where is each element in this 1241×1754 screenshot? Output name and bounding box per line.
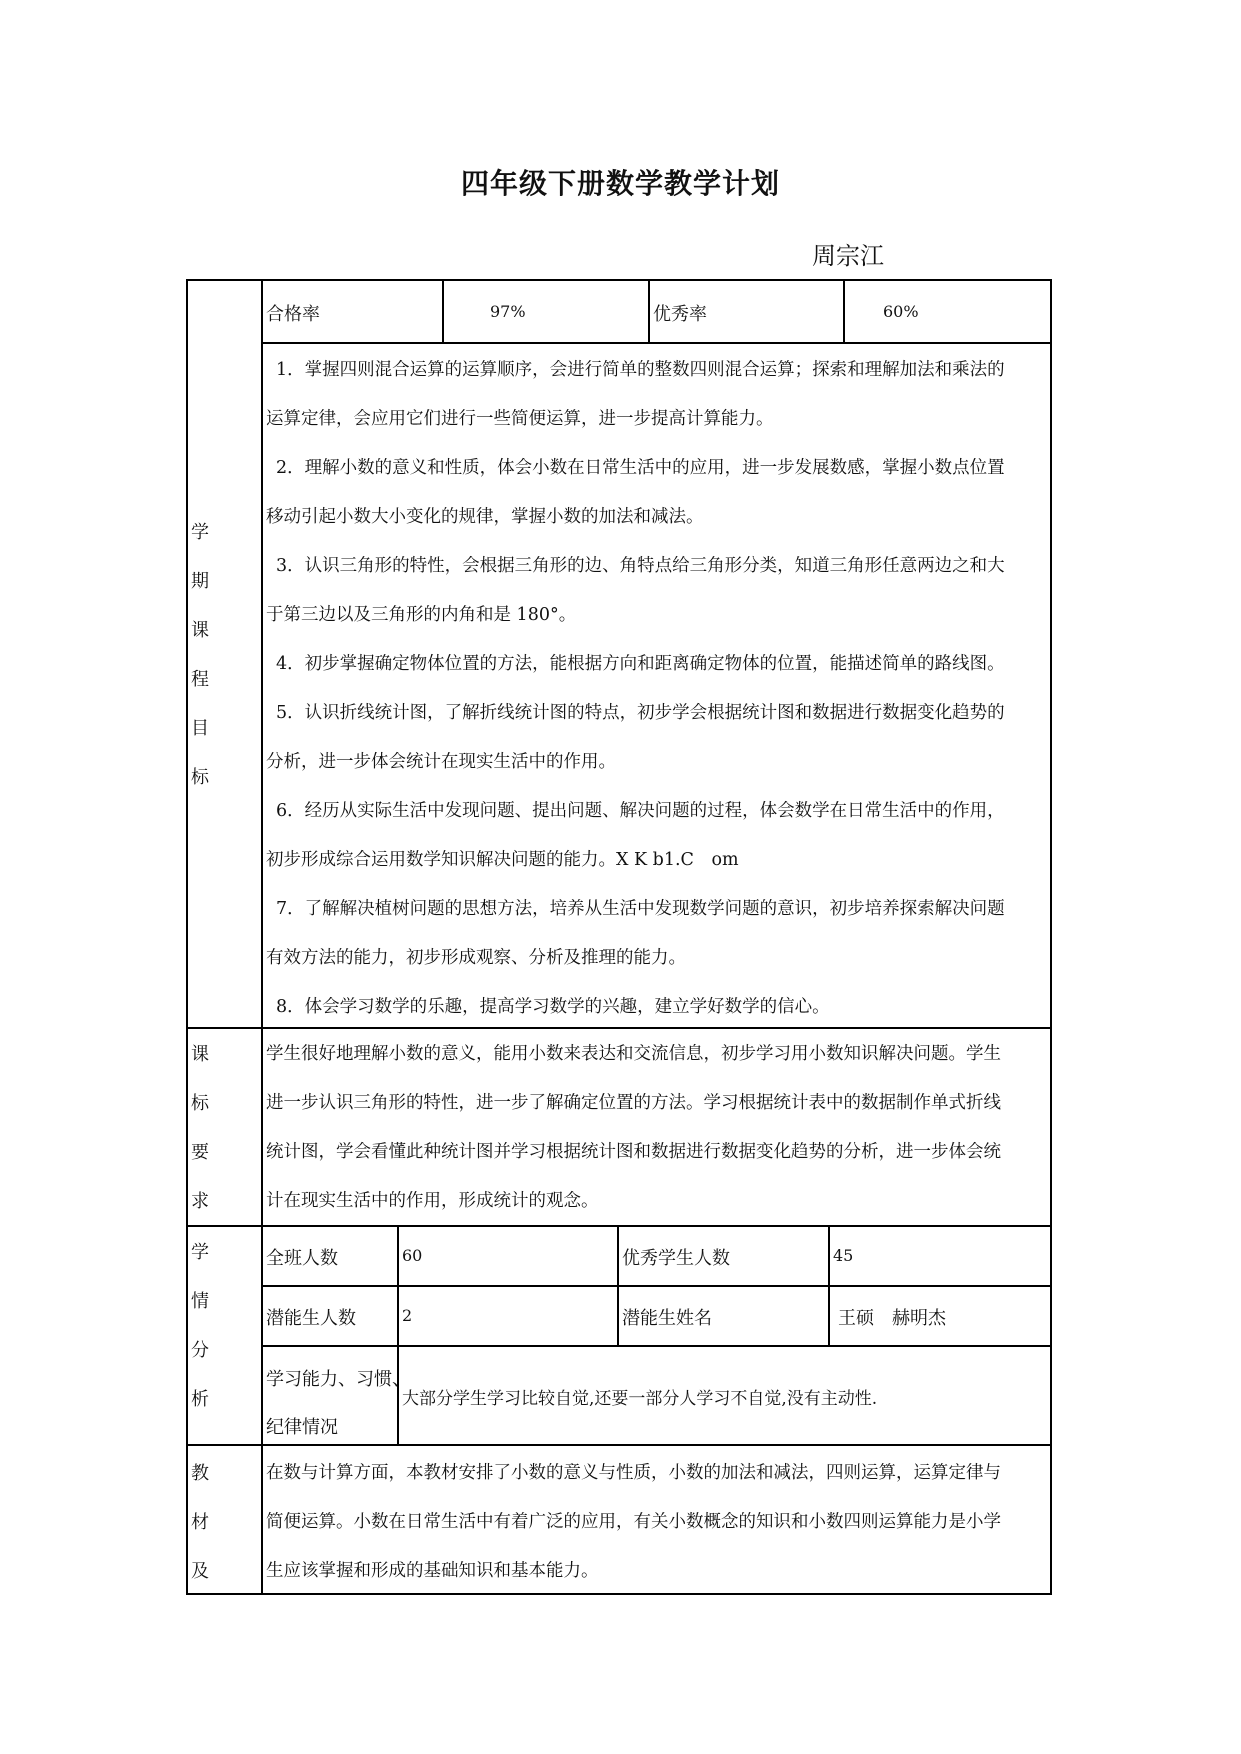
pass-rate-label: 合格率	[266, 304, 320, 325]
goal-item-5-line-1: 5．认识折线统计图，了解折线统计图的特点，初步学会根据统计图和数据进行数据变化趋势的	[276, 703, 1005, 723]
author-name: 周宗江	[812, 242, 884, 270]
potential-names-label: 潜能生姓名	[622, 1308, 712, 1329]
label-char: 析	[191, 1389, 209, 1410]
label-char: 及	[191, 1561, 209, 1582]
textbook-line: 在数与计算方面，本教材安排了小数的意义与性质，小数的加法和减法，四则运算，运算定律与	[266, 1463, 1001, 1483]
goal-item-1-line-1: 1．掌握四则混合运算的运算顺序，会进行简单的整数四则混合运算；探索和理解加法和乘法的	[276, 360, 1005, 380]
students-row-1-bottom	[261, 1285, 1052, 1287]
rate-col-3	[843, 279, 845, 343]
label-char: 标	[191, 767, 209, 788]
goal-item-8-line-1: 8．体会学习数学的乐趣，提高学习数学的兴趣，建立学好数学的信心。	[276, 997, 830, 1017]
students-col-3	[828, 1225, 830, 1346]
goal-item-1-line-2: 运算定律，会应用它们进行一些简便运算，进一步提高计算能力。	[266, 409, 774, 429]
goal-item-3-line-1: 3．认识三角形的特性，会根据三角形的边、角特点给三角形分类，知道三角形任意两边之和大	[276, 556, 1005, 576]
students-row-2-bottom	[261, 1345, 1052, 1347]
label-char: 求	[191, 1191, 209, 1212]
goal-item-2-line-1: 2．理解小数的意义和性质，体会小数在日常生活中的应用，进一步发展数感，掌握小数点位置	[276, 458, 1005, 478]
label-column-divider	[261, 279, 263, 1595]
textbook-line: 生应该掌握和形成的基础知识和基本能力。	[266, 1561, 599, 1581]
potential-count-label: 潜能生人数	[266, 1308, 356, 1329]
students-col-2	[617, 1225, 619, 1346]
label-char: 要	[191, 1142, 209, 1163]
goal-item-5-line-2: 分析，进一步体会统计在现实生活中的作用。	[266, 752, 616, 772]
goal-item-7-line-1: 7．了解解决植树问题的思想方法，培养从生活中发现数学问题的意识，初步培养探索解决问题	[276, 899, 1005, 919]
goal-item-2-line-2: 移动引起小数大小变化的规律，掌握小数的加法和减法。	[266, 507, 704, 527]
students-section-label	[190, 1228, 210, 1424]
excellent-count-value: 45	[833, 1246, 854, 1265]
habits-label	[266, 1356, 410, 1452]
goal-item-3-line-2: 于第三边以及三角形的内角和是 180°。	[266, 605, 577, 625]
standards-line: 进一步认识三角形的特性，进一步了解确定位置的方法。学习根据统计表中的数据制作单式折线	[266, 1093, 1001, 1113]
textbook-section-label	[190, 1449, 210, 1596]
label-char: 期	[191, 571, 209, 592]
potential-names-value: 王硕 赫明杰	[838, 1308, 946, 1329]
standards-line: 计在现实生活中的作用，形成统计的观念。	[266, 1191, 599, 1211]
goals-section-label	[190, 508, 210, 802]
label-char: 学	[191, 1242, 209, 1263]
excellent-rate-value: 60%	[883, 302, 919, 321]
rate-col-1	[442, 279, 444, 343]
label-char: 教	[191, 1463, 209, 1484]
goals-list	[266, 346, 1058, 1032]
label-char: 情	[191, 1291, 209, 1312]
table-border-left	[186, 279, 188, 1595]
label-char: 学	[191, 522, 209, 543]
goal-item-6-line-1: 6．经历从实际生活中发现问题、提出问题、解决问题的过程，体会数学在日常生活中的作用，	[276, 801, 1005, 821]
document-title: 四年级下册数学教学计划	[460, 167, 780, 200]
class-size-value: 60	[402, 1246, 423, 1265]
standards-line: 统计图，学会看懂此种统计图并学习根据统计图和数据进行数据变化趋势的分析，进一步体会统	[266, 1142, 1001, 1162]
table-border-top	[186, 279, 1052, 281]
label-char: 课	[191, 620, 209, 641]
goal-item-7-line-2: 有效方法的能力，初步形成观察、分析及推理的能力。	[266, 948, 686, 968]
excellent-count-label: 优秀学生人数	[622, 1248, 730, 1269]
rate-row-bottom	[261, 342, 1052, 344]
label-char: 标	[191, 1093, 209, 1114]
label-char: 材	[191, 1512, 209, 1533]
label-char: 目	[191, 718, 209, 739]
label-char: 程	[191, 669, 209, 690]
habits-label-line-2: 纪律情况	[266, 1417, 338, 1438]
standards-section-label	[190, 1030, 210, 1226]
label-char: 分	[191, 1340, 209, 1361]
standards-text	[266, 1030, 1058, 1226]
textbook-line: 简便运算。小数在日常生活中有着广泛的应用，有关小数概念的知识和小数四则运算能力是小学	[266, 1512, 1001, 1532]
textbook-text	[266, 1449, 1058, 1596]
excellent-rate-label: 优秀率	[653, 304, 707, 325]
rate-col-2	[648, 279, 650, 343]
pass-rate-value: 97%	[490, 302, 526, 321]
habits-label-line-1: 学习能力、习惯、	[266, 1369, 410, 1390]
potential-count-value: 2	[402, 1306, 413, 1325]
goal-item-6-line-2: 初步形成综合运用数学知识解决问题的能力。X K b1.C om	[266, 850, 739, 870]
standards-line: 学生很好地理解小数的意义，能用小数来表达和交流信息，初步学习用小数知识解决问题。学生	[266, 1044, 1001, 1064]
label-char: 课	[191, 1044, 209, 1065]
class-size-label: 全班人数	[266, 1248, 338, 1269]
goal-item-4-line-1: 4．初步掌握确定物体位置的方法，能根据方向和距离确定物体的位置，能描述简单的路线图。	[276, 654, 1005, 674]
habits-value: 大部分学生学习比较自觉,还要一部分人学习不自觉,没有主动性.	[402, 1389, 878, 1409]
